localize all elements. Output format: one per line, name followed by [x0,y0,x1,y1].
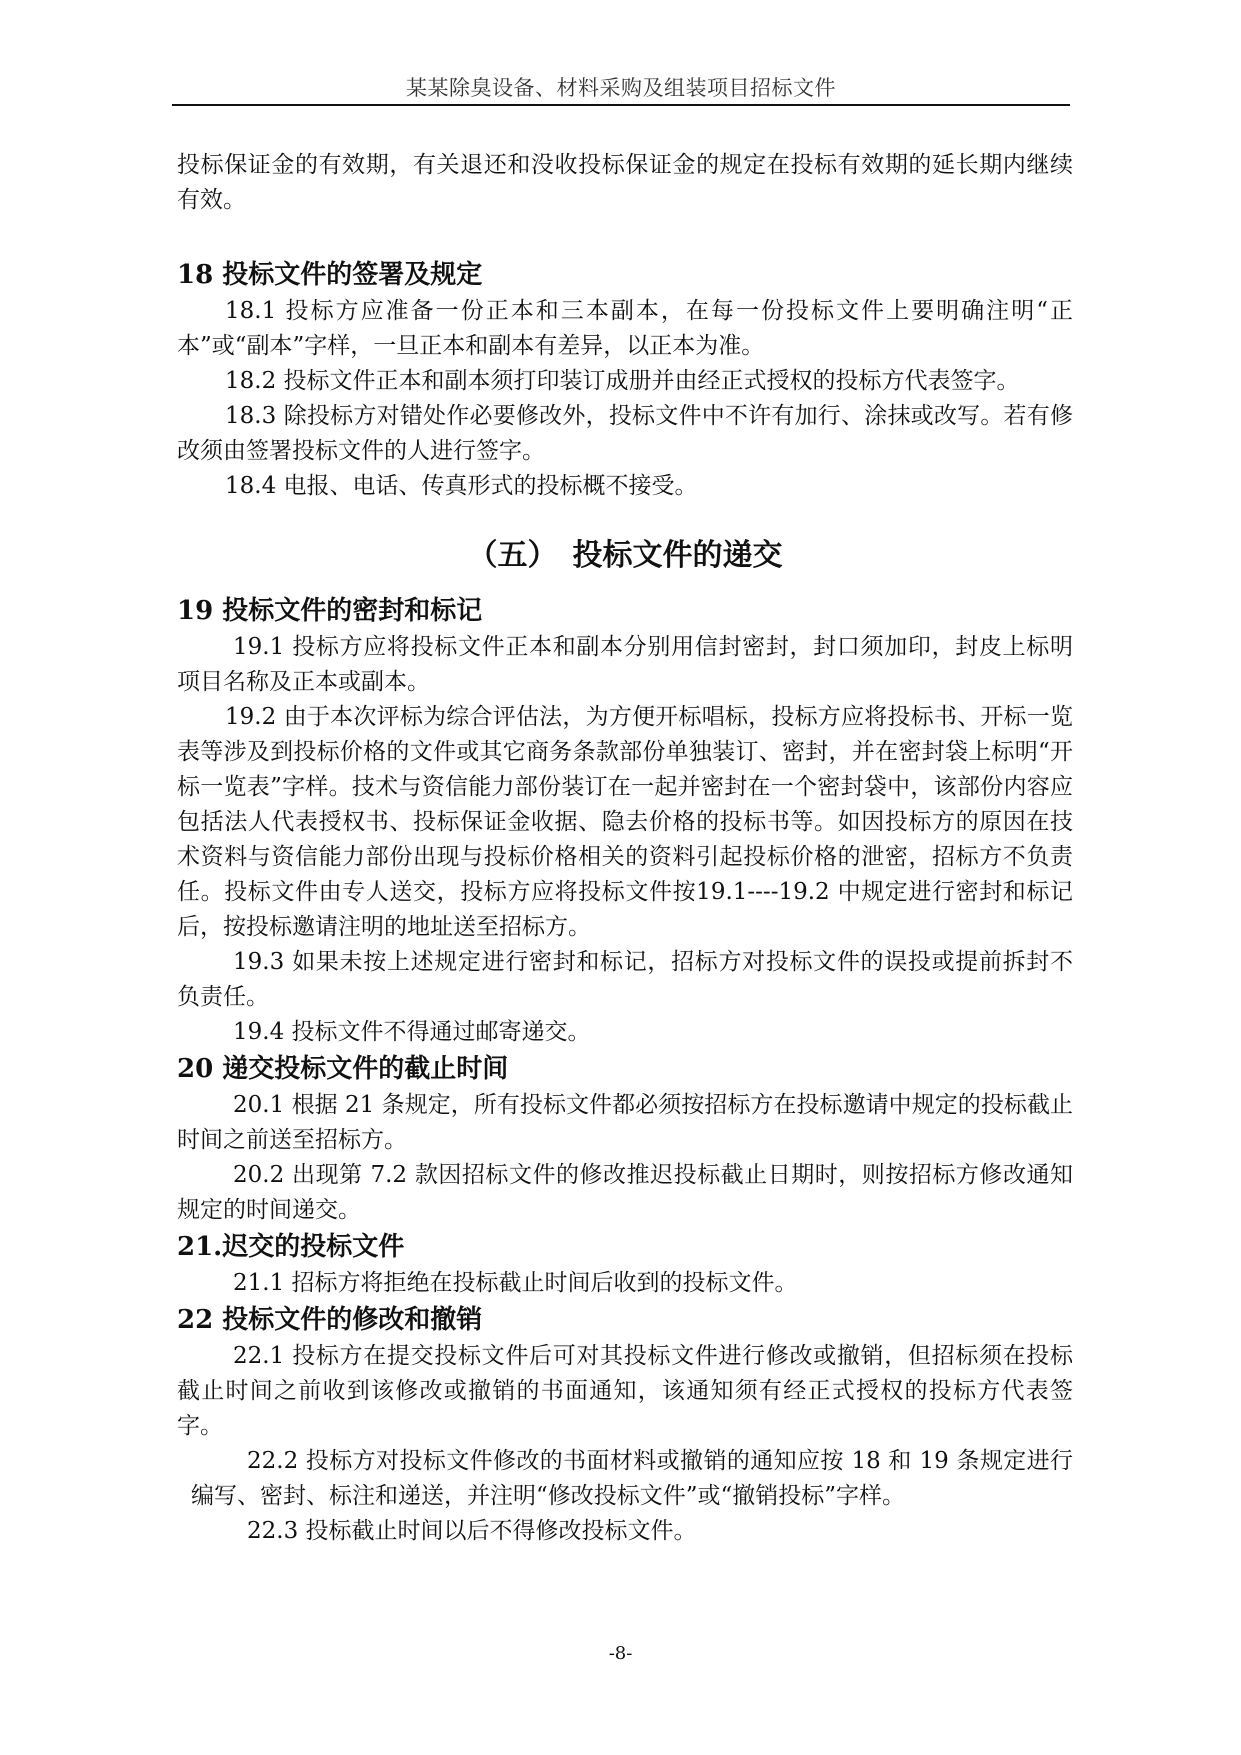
clause-18-2: 18.2 投标文件正本和副本须打印装订成册并由经正式授权的投标方代表签字。 [225,368,1020,394]
running-header: 某某除臭设备、材料采购及组装项目招标文件 [406,76,836,100]
clause-22-2: 22.2 投标方对投标文件修改的书面材料或撤销的通知应按 18 和 19 条规定进行编写、密封、标注和递送，并注明“修改投标文件”或“撤销投标”字样。 [191,1448,1073,1509]
clause-18-1: 18.1 投标方应准备一份正本和三本副本，在每一份投标文件上要明确注明“正本”或“副本”字样，一旦正本和副本有差异，以正本为准。 [177,298,1073,359]
clause-20-2: 20.2 出现第 7.2 款因招标文件的修改推迟投标截止日期时，则按招标方修改通知规定的时间递交。 [177,1162,1073,1223]
section-20-heading: 20 递交投标文件的截止时间 [177,1054,509,1084]
section-21-heading: 21.迟交的投标文件 [177,1232,405,1262]
chapter-title: （五） 投标文件的递交 [467,538,783,573]
clause-22-1: 22.1 投标方在提交投标文件后可对其投标文件进行修改或撤销，但招标须在投标截止时间之前收到该修改或撤销的书面通知，该通知须有经正式授权的投标方代表签字。 [177,1343,1073,1439]
section-19-heading: 19 投标文件的密封和标记 [177,596,483,626]
clause-18-3: 18.3 除投标方对错处作必要修改外，投标文件中不许有加行、涂抹或改写。若有修改须由签署投标文件的人进行签字。 [177,403,1073,464]
section-18-heading: 18 投标文件的签署及规定 [177,260,483,290]
clause-18-4: 18.4 电报、电话、传真形式的投标概不接受。 [225,473,698,499]
page-number: -8- [608,1643,633,1664]
clause-19-2: 19.2 由于本次评标为综合评估法，为方便开标唱标，投标方应将投标书、开标一览表等涉及到投标价格的文件或其它商务条款部份单独装订、密封，并在密封袋上标明“开标一览表”字样。技术与资信能力部份装订在一起并密封在一个密封袋中，该部份内容应包括法人代表授权书、投标保证金收据、隐去价格的投标书等。如因投标方的原因在技术资料与资信能力部份出现与投标价格相关的资料引起投标价格的泄密，招标方不负责任。投标文件由专人送交，投标方应将投标文件按19.1----19.2 中规定进行密封和标记后，按投标邀请注明的地址送至招标方。 [177,704,1073,940]
document-body [177,148,1073,1549]
section-22-heading: 22 投标文件的修改和撤销 [177,1305,483,1335]
clause-20-1: 20.1 根据 21 条规定，所有投标文件都必须按招标方在投标邀请中规定的投标截止时间之前送至招标方。 [177,1092,1073,1153]
header-rule [172,104,1070,106]
clause-19-1: 19.1 投标方应将投标文件正本和副本分别用信封密封，封口须加印，封皮上标明项目名称及正本或副本。 [177,634,1073,695]
clause-19-3: 19.3 如果未按上述规定进行密封和标记，招标方对投标文件的误投或提前拆封不负责任。 [177,949,1073,1010]
lead-paragraph: 投标保证金的有效期，有关退还和没收投标保证金的规定在投标有效期的延长期内继续有效。 [177,152,1073,213]
clause-19-4: 19.4 投标文件不得通过邮寄递交。 [233,1019,591,1045]
clause-21-1: 21.1 招标方将拒绝在投标截止时间后收到的投标文件。 [233,1270,798,1296]
clause-22-3: 22.3 投标截止时间以后不得修改投标文件。 [247,1518,697,1544]
